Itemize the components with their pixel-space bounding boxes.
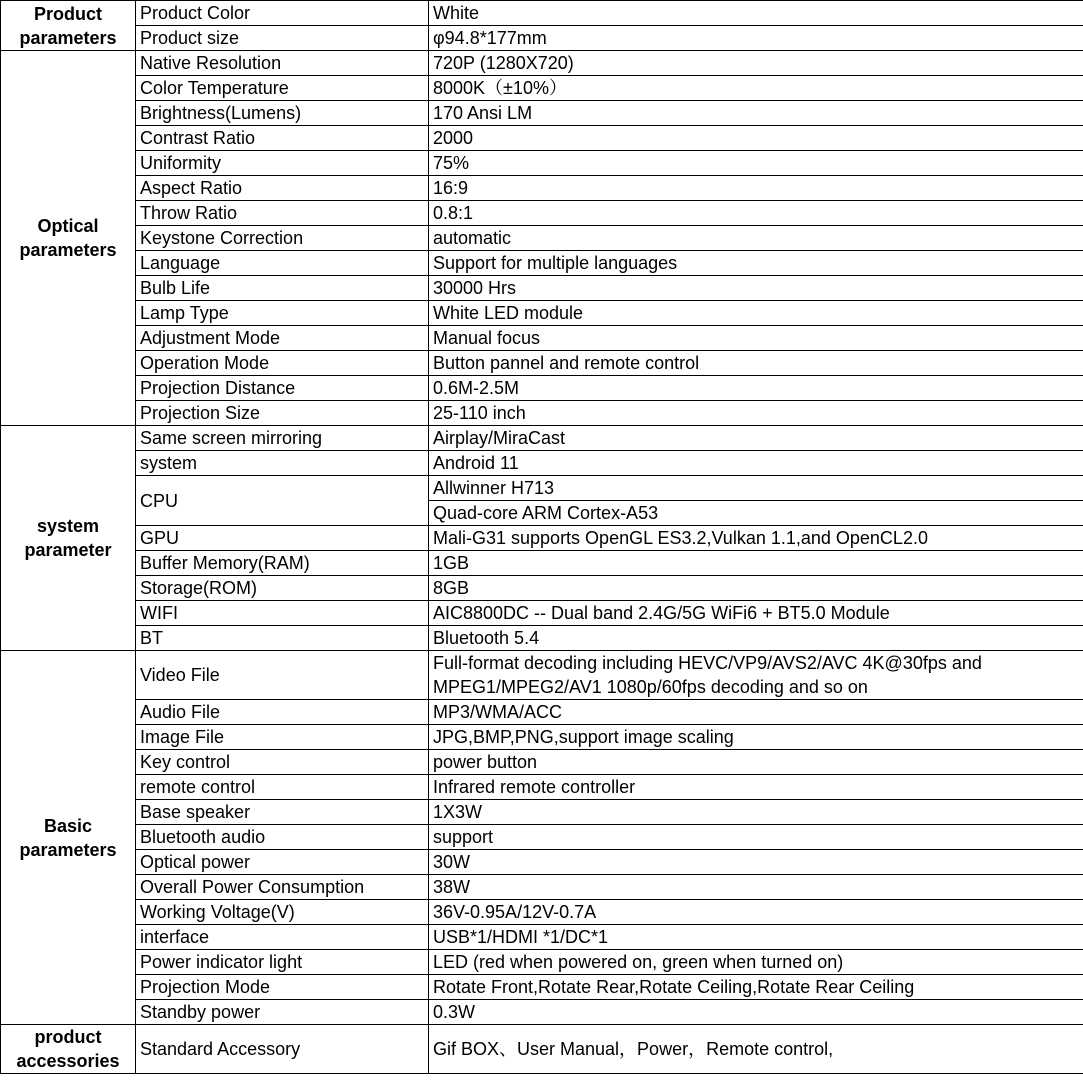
table-row [1,1000,1083,1025]
spec-value: Infrared remote controller [429,775,1083,800]
spec-key: Working Voltage(V) [136,900,429,925]
table-row [1,825,1083,850]
spec-key: Bulb Life [136,276,429,301]
table-row [1,601,1083,626]
table-row [1,51,1083,76]
spec-value: USB*1/HDMI *1/DC*1 [429,925,1083,950]
table-row [1,326,1083,351]
spec-value: Manual focus [429,326,1083,351]
table-row [1,276,1083,301]
spec-key: Adjustment Mode [136,326,429,351]
spec-value: 170 Ansi LM [429,101,1083,126]
table-row [1,626,1083,651]
spec-key: remote control [136,775,429,800]
table-row [1,651,1083,700]
table-row [1,975,1083,1000]
spec-key: Aspect Ratio [136,176,429,201]
spec-value: Android 11 [429,451,1083,476]
spec-value: MP3/WMA/ACC [429,700,1083,725]
spec-key: WIFI [136,601,429,626]
spec-key: Native Resolution [136,51,429,76]
spec-key: Audio File [136,700,429,725]
spec-key: Language [136,251,429,276]
spec-key: Bluetooth audio [136,825,429,850]
spec-key: Color Temperature [136,76,429,101]
spec-key: system [136,451,429,476]
table-row [1,925,1083,950]
table-row [1,26,1083,51]
spec-key: Product size [136,26,429,51]
spec-table-body [1,1,1083,1074]
table-row [1,750,1083,775]
spec-key: CPU [136,476,429,526]
table-row [1,476,1083,501]
table-row [1,900,1083,925]
spec-value: 75% [429,151,1083,176]
table-row [1,251,1083,276]
spec-key: Power indicator light [136,950,429,975]
spec-value [429,651,1083,700]
spec-key: Brightness(Lumens) [136,101,429,126]
table-row [1,101,1083,126]
table-row [1,875,1083,900]
spec-value: Airplay/MiraCast [429,426,1083,451]
table-row [1,301,1083,326]
spec-key: Image File [136,725,429,750]
table-row [1,451,1083,476]
table-row [1,401,1083,426]
table-row [1,151,1083,176]
spec-value: 16:9 [429,176,1083,201]
spec-value: AIC8800DC -- Dual band 2.4G/5G WiFi6 + BT5.0 Module [429,601,1083,626]
spec-value: 30W [429,850,1083,875]
spec-key: Key control [136,750,429,775]
spec-value: automatic [429,226,1083,251]
spec-value: 38W [429,875,1083,900]
spec-value: 720P (1280X720) [429,51,1083,76]
spec-value: Allwinner H713 [429,476,1083,501]
spec-value: 0.8:1 [429,201,1083,226]
spec-value: Rotate Front,Rotate Rear,Rotate Ceiling,Rotate Rear Ceiling [429,975,1083,1000]
spec-key: Buffer Memory(RAM) [136,551,429,576]
spec-key: Projection Mode [136,975,429,1000]
spec-key: Same screen mirroring [136,426,429,451]
spec-key: Overall Power Consumption [136,875,429,900]
spec-value: 0.6M-2.5M [429,376,1083,401]
spec-value: Quad-core ARM Cortex-A53 [429,501,1083,526]
section-header: Product parameters [1,1,136,51]
spec-value: White LED module [429,301,1083,326]
spec-value: 25-110 inch [429,401,1083,426]
section-header: Optical parameters [1,51,136,426]
spec-key: Operation Mode [136,351,429,376]
section-header: system parameter [1,426,136,651]
spec-value-line: Full-format decoding including HEVC/VP9/AVS2/AVC 4K@30fps and [433,653,982,673]
spec-key: Video File [136,651,429,700]
table-row [1,126,1083,151]
spec-value: φ94.8*177mm [429,26,1083,51]
spec-key: Lamp Type [136,301,429,326]
section-header: Basic parameters [1,651,136,1025]
table-row [1,426,1083,451]
table-row [1,76,1083,101]
spec-value: 2000 [429,126,1083,151]
spec-key: Standby power [136,1000,429,1025]
spec-key: Keystone Correction [136,226,429,251]
spec-key: GPU [136,526,429,551]
spec-value: White [429,1,1083,26]
table-row [1,775,1083,800]
spec-key: BT [136,626,429,651]
spec-value: JPG,BMP,PNG,support image scaling [429,725,1083,750]
spec-value: Bluetooth 5.4 [429,626,1083,651]
spec-key: Throw Ratio [136,201,429,226]
spec-key: Optical power [136,850,429,875]
section-header: product accessories [1,1025,136,1074]
table-row [1,700,1083,725]
spec-key: Storage(ROM) [136,576,429,601]
table-row [1,226,1083,251]
spec-key: Standard Accessory [136,1025,429,1074]
spec-value: Button pannel and remote control [429,351,1083,376]
spec-value: Gif BOX、User Manual，Power，Remote control, [429,1025,1083,1074]
table-row [1,1,1083,26]
spec-value: Support for multiple languages [429,251,1083,276]
spec-value: Mali-G31 supports OpenGL ES3.2,Vulkan 1.1,and OpenCL2.0 [429,526,1083,551]
spec-key: Uniformity [136,151,429,176]
spec-key: Base speaker [136,800,429,825]
table-row [1,376,1083,401]
table-row [1,800,1083,825]
spec-value: 8000K（±10%） [429,76,1083,101]
spec-value: 8GB [429,576,1083,601]
table-row [1,1025,1083,1074]
spec-value: 30000 Hrs [429,276,1083,301]
spec-value: 1GB [429,551,1083,576]
table-row [1,576,1083,601]
spec-value: LED (red when powered on, green when turned on) [429,950,1083,975]
spec-value: 0.3W [429,1000,1083,1025]
table-row [1,850,1083,875]
table-row [1,351,1083,376]
table-row [1,176,1083,201]
spec-key: Projection Size [136,401,429,426]
table-row [1,201,1083,226]
spec-value: support [429,825,1083,850]
table-row [1,526,1083,551]
spec-key: interface [136,925,429,950]
table-row [1,725,1083,750]
spec-key: Contrast Ratio [136,126,429,151]
spec-key: Product Color [136,1,429,26]
spec-value: 36V-0.95A/12V-0.7A [429,900,1083,925]
spec-key: Projection Distance [136,376,429,401]
spec-value: power button [429,750,1083,775]
spec-value: 1X3W [429,800,1083,825]
spec-value-line: MPEG1/MPEG2/AV1 1080p/60fps decoding and so on [433,677,868,697]
table-row [1,551,1083,576]
table-row [1,950,1083,975]
